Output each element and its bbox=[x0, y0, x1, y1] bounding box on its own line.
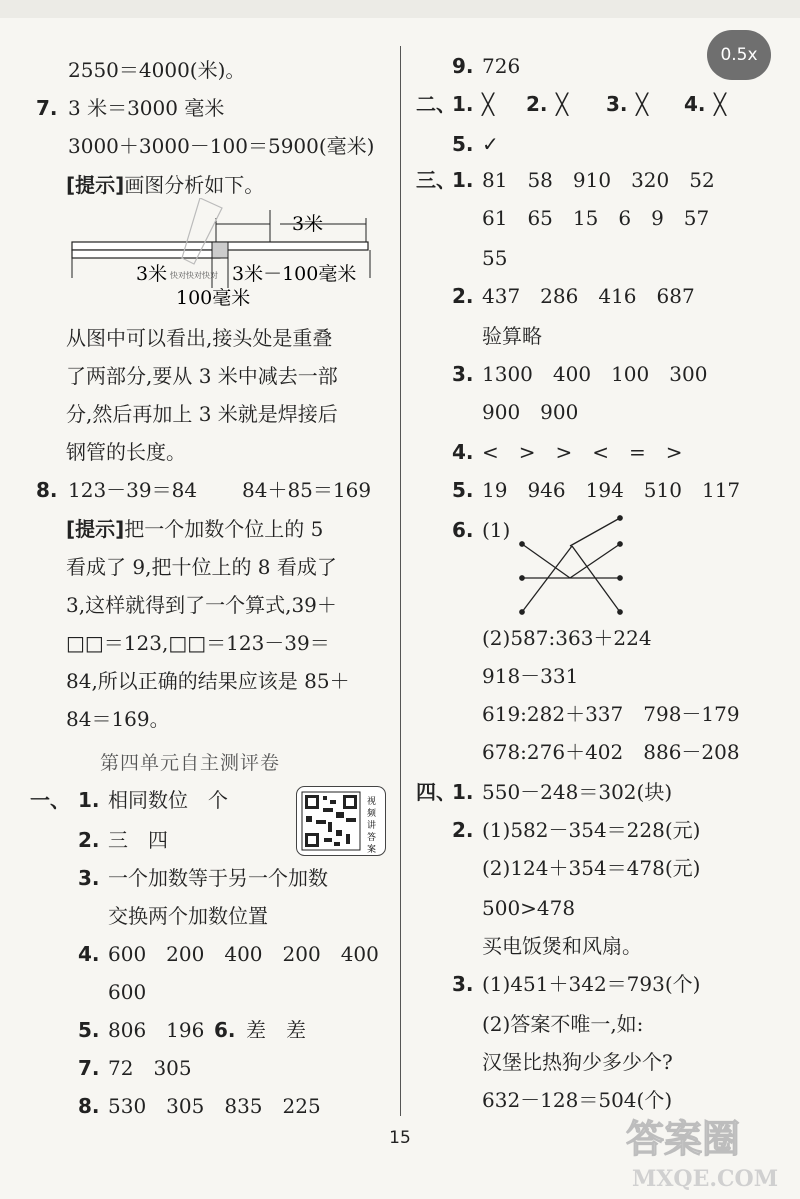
question-number: 4. bbox=[452, 440, 474, 464]
diagram-bottom-label: 100毫米 bbox=[176, 287, 251, 309]
answer-line: 差 差 bbox=[246, 1018, 306, 1042]
question-number: 6. bbox=[452, 518, 474, 542]
answer-line: 600 bbox=[108, 980, 147, 1004]
answer-line: 918－331 bbox=[482, 664, 579, 688]
question-number: 1. bbox=[452, 780, 474, 804]
site-watermark-logo bbox=[620, 1100, 800, 1199]
explanation-line: 从图中可以看出,接头处是重叠 bbox=[66, 326, 333, 350]
answer-line: 600 200 400 200 400 bbox=[108, 942, 379, 966]
answer-line: 123－39＝84 bbox=[68, 478, 198, 502]
watermark-title: 答案圈 bbox=[626, 1116, 741, 1161]
answer-line: (1)451＋342＝793(个) bbox=[482, 972, 701, 996]
answer-line: 84＋85＝169 bbox=[242, 478, 372, 502]
diagram-right-label: 3米－100毫米 bbox=[232, 263, 357, 285]
question-number: 7. bbox=[36, 96, 58, 120]
svg-text:频: 频 bbox=[367, 809, 377, 819]
answer-line: 72 305 bbox=[108, 1056, 192, 1080]
watermark-url: MXQE.COM bbox=[632, 1166, 779, 1192]
question-number: 8. bbox=[36, 478, 58, 502]
hint-line: 看成了 9,把十位上的 8 看成了 bbox=[66, 555, 337, 579]
answer-line: 806 196 bbox=[108, 1018, 205, 1042]
section-prefix: 四、 bbox=[416, 780, 456, 804]
answer-line: 验算略 bbox=[482, 324, 542, 348]
question-number: 3. bbox=[78, 866, 100, 890]
hint-tag: [提示] bbox=[66, 517, 125, 541]
section-prefix: 一、 bbox=[30, 788, 70, 812]
svg-text:案: 案 bbox=[367, 845, 377, 855]
question-number: 8. bbox=[78, 1094, 100, 1118]
answer-line: 1300 400 100 300 bbox=[482, 362, 708, 386]
question-number: 6. bbox=[214, 1018, 236, 1042]
pipe-diagram bbox=[70, 198, 390, 310]
answer-line: (2)587:363＋224 bbox=[482, 626, 652, 650]
question-number: 1. bbox=[78, 788, 100, 812]
pipe-overlap bbox=[212, 242, 228, 258]
explanation-line: 分,然后再加上 3 米就是焊接后 bbox=[66, 402, 338, 426]
answer-line: (2)答案不唯一,如: bbox=[482, 1012, 644, 1036]
answer-line: 一个加数等于另一个加数 bbox=[108, 866, 328, 890]
question-number: 5. bbox=[78, 1018, 100, 1042]
answer-mark: ✓ bbox=[482, 132, 499, 156]
answer-line: 55 bbox=[482, 246, 508, 270]
answer-line: 81 58 910 320 52 bbox=[482, 168, 715, 192]
answer-line: 19 946 194 510 117 bbox=[482, 478, 741, 502]
answer-mark: ╳ bbox=[714, 92, 727, 116]
answer-line: (1) bbox=[482, 518, 511, 542]
question-number: 3. bbox=[452, 972, 474, 996]
answer-line: 632－128＝504(个) bbox=[482, 1088, 673, 1112]
question-number: 2. bbox=[526, 92, 548, 116]
hint-line bbox=[66, 171, 264, 199]
hint-line: 3,这样就得到了一个算式,39＋ bbox=[66, 593, 337, 617]
answer-line: 550－248＝302(块) bbox=[482, 780, 673, 804]
page-number: 15 bbox=[389, 1128, 411, 1148]
answer-line: < > > < = > bbox=[482, 440, 683, 464]
answer-line: 726 bbox=[482, 54, 521, 78]
qr-code-icon bbox=[296, 786, 386, 856]
answer-line: 三 四 bbox=[108, 828, 168, 852]
question-number: 2. bbox=[78, 828, 100, 852]
column-divider bbox=[400, 46, 401, 1116]
hint-tag: [提示] bbox=[66, 173, 125, 197]
diagram-left-label: 3米 bbox=[136, 263, 168, 285]
answer-line: 3000＋3000－100＝5900(毫米) bbox=[68, 134, 375, 158]
question-number: 4. bbox=[684, 92, 706, 116]
answer-mark: ╳ bbox=[636, 92, 649, 116]
section-prefix: 二、 bbox=[416, 92, 456, 116]
answer-line: 3 米＝3000 毫米 bbox=[68, 96, 225, 120]
question-number: 5. bbox=[452, 478, 474, 502]
hint-line: □□＝123,□□＝123－39＝ bbox=[66, 631, 330, 655]
answer-line: 678:276＋402 886－208 bbox=[482, 740, 740, 764]
section-title: 第四单元自主测评卷 bbox=[100, 752, 281, 774]
question-number: 1. bbox=[452, 168, 474, 192]
answer-line: 相同数位 个 bbox=[108, 788, 228, 812]
question-number: 1. bbox=[452, 92, 474, 116]
answer-line: (2)124＋354＝478(元) bbox=[482, 856, 701, 880]
answer-line: 2550＝4000(米)。 bbox=[68, 58, 246, 82]
hint-text: 画图分析如下。 bbox=[124, 173, 265, 197]
qr-label: 视 bbox=[367, 797, 377, 807]
answer-line: 500>478 bbox=[482, 896, 576, 920]
hint-text: 把一个加数个位上的 5 bbox=[124, 517, 324, 541]
question-number: 3. bbox=[606, 92, 628, 116]
answer-line: 900 900 bbox=[482, 400, 579, 424]
svg-text:答: 答 bbox=[367, 833, 377, 843]
zoom-level-badge[interactable]: 0.5x bbox=[707, 30, 771, 80]
hint-line: 84,所以正确的结果应该是 85＋ bbox=[66, 669, 350, 693]
question-number: 5. bbox=[452, 132, 474, 156]
answer-line: 买电饭煲和风扇。 bbox=[482, 934, 642, 958]
question-number: 7. bbox=[78, 1056, 100, 1080]
explanation-line: 钢管的长度。 bbox=[66, 440, 186, 464]
answer-line: 交换两个加数位置 bbox=[108, 904, 268, 928]
answer-line: 437 286 416 687 bbox=[482, 284, 695, 308]
answer-mark: ╳ bbox=[482, 92, 495, 116]
question-number: 4. bbox=[78, 942, 100, 966]
top-bar bbox=[0, 0, 800, 18]
answer-line: 619:282＋337 798－179 bbox=[482, 702, 740, 726]
diagram-stamp: 快对快对快对 bbox=[170, 271, 218, 280]
question-number: 2. bbox=[452, 818, 474, 842]
svg-text:讲: 讲 bbox=[367, 821, 377, 831]
question-number: 2. bbox=[452, 284, 474, 308]
answer-line: (1)582－354＝228(元) bbox=[482, 818, 701, 842]
answer-line: 61 65 15 6 9 57 bbox=[482, 206, 710, 230]
answer-line: 530 305 835 225 bbox=[108, 1094, 321, 1118]
qr-code[interactable] bbox=[296, 786, 386, 856]
hint-line bbox=[66, 515, 323, 543]
question-number: 9. bbox=[452, 54, 474, 78]
diagram-top-label: 3米 bbox=[292, 213, 324, 235]
section-prefix: 三、 bbox=[416, 168, 456, 192]
question-number: 3. bbox=[452, 362, 474, 386]
matching-lines-diagram bbox=[512, 508, 632, 620]
answer-line: 汉堡比热狗少多少个? bbox=[482, 1050, 673, 1074]
answer-mark: ╳ bbox=[556, 92, 569, 116]
explanation-line: 了两部分,要从 3 米中减去一部 bbox=[66, 364, 338, 388]
hint-line: 84＝169。 bbox=[66, 707, 170, 731]
